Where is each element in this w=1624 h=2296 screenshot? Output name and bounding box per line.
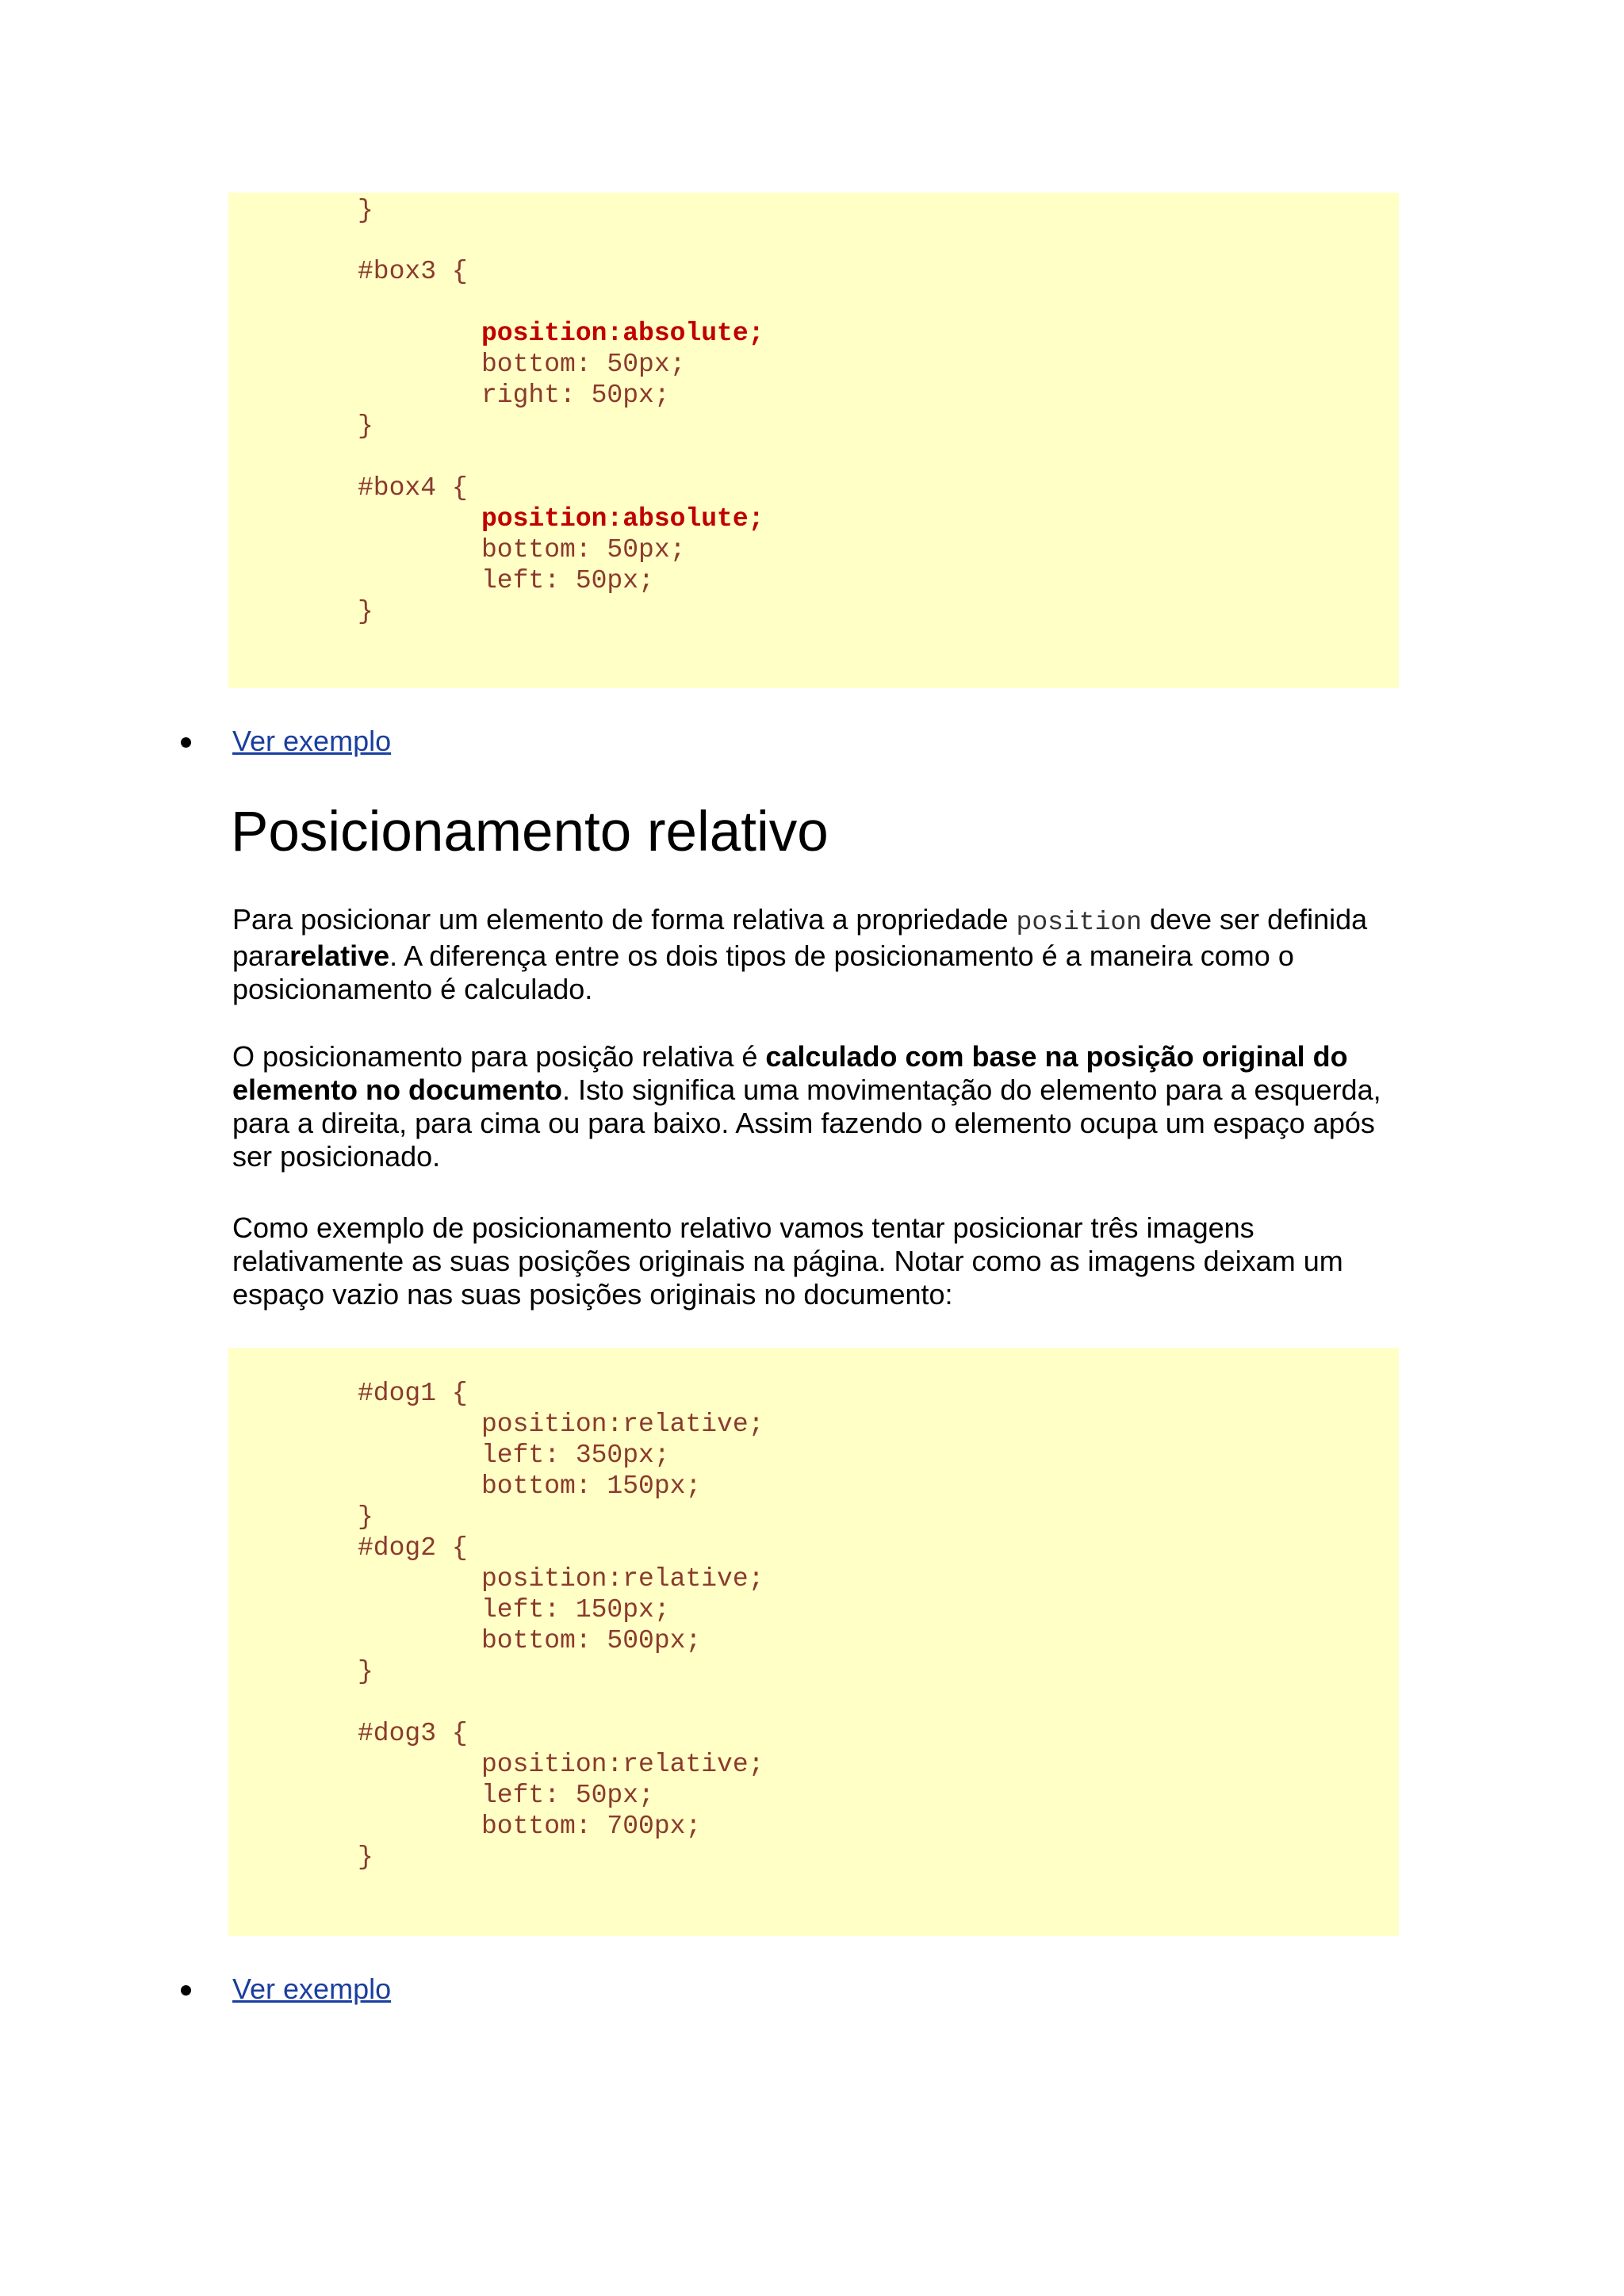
code-line: } [358, 196, 373, 225]
code-line: } [358, 597, 373, 626]
code-line: #dog3 { [358, 1719, 468, 1748]
code-line: bottom: 500px; [481, 1626, 702, 1655]
paragraph-text: deve ser definida para [232, 903, 1368, 972]
code-block-dog-rules [228, 1348, 1399, 1936]
code-line: bottom: 150px; [481, 1471, 702, 1501]
code-line: position:relative; [481, 1410, 764, 1439]
code-line: } [358, 1843, 373, 1872]
code-line: } [358, 1502, 373, 1532]
code-line: bottom: 50px; [481, 535, 686, 564]
code-line: bottom: 50px; [481, 350, 686, 379]
section-heading: Posicionamento relativo [231, 801, 829, 863]
code-line: #dog2 { [358, 1533, 468, 1563]
code-line: right: 50px; [481, 381, 670, 410]
bold-text: calculado com base na posição original do elemento no documento [232, 1040, 1348, 1106]
bullet-icon [181, 737, 191, 748]
code-line: bottom: 700px; [481, 1812, 702, 1841]
paragraph-text: . A diferença entre os dois tipos de posicionamento é a maneira como o posicionamento é calculado. [232, 939, 1294, 1005]
code-line: left: 350px; [481, 1441, 670, 1470]
bullet-icon [181, 1985, 191, 1996]
paragraph-text: O posicionamento para posição relativa é [232, 1040, 766, 1073]
code-line: position:relative; [481, 1750, 764, 1779]
bold-text: relative [289, 939, 390, 972]
code-line-highlight: position:absolute; [481, 319, 764, 348]
code-line: } [358, 1657, 373, 1686]
code-line: #box4 { [358, 473, 468, 503]
code-line: left: 50px; [481, 1781, 654, 1810]
paragraph [232, 1040, 1406, 1173]
code-line: #box3 { [358, 257, 468, 286]
paragraph: Como exemplo de posicionamento relativo vamos tentar posicionar três imagens relativamente as suas posições originais na página. Notar como as imagens deixam um espaço vazio nas suas posições originais no documento: [232, 1211, 1343, 1311]
paragraph-text: Para posicionar um elemento de forma relativa a propriedade [232, 903, 1017, 936]
paragraph [232, 903, 1406, 1006]
code-line: } [358, 411, 373, 441]
code-line-highlight: position:absolute; [481, 504, 764, 534]
ver-exemplo-link[interactable]: Ver exemplo [232, 1973, 392, 2005]
list-item [0, 1971, 1624, 2011]
code-block-box-rules [228, 193, 1399, 688]
code-line: position:relative; [481, 1564, 764, 1594]
code-line: #dog1 { [358, 1379, 468, 1408]
list-item [0, 723, 1624, 763]
code-line: left: 150px; [481, 1595, 670, 1624]
paragraph-text: . Isto significa uma movimentação do elemento para a esquerda, para a direita, para cima ou para baixo. Assim fazendo o elemento ocupa um espaço após ser posicionado. [232, 1073, 1381, 1173]
code-line: left: 50px; [481, 566, 654, 595]
inline-code: position [1016, 908, 1142, 937]
ver-exemplo-link[interactable]: Ver exemplo [232, 725, 392, 757]
